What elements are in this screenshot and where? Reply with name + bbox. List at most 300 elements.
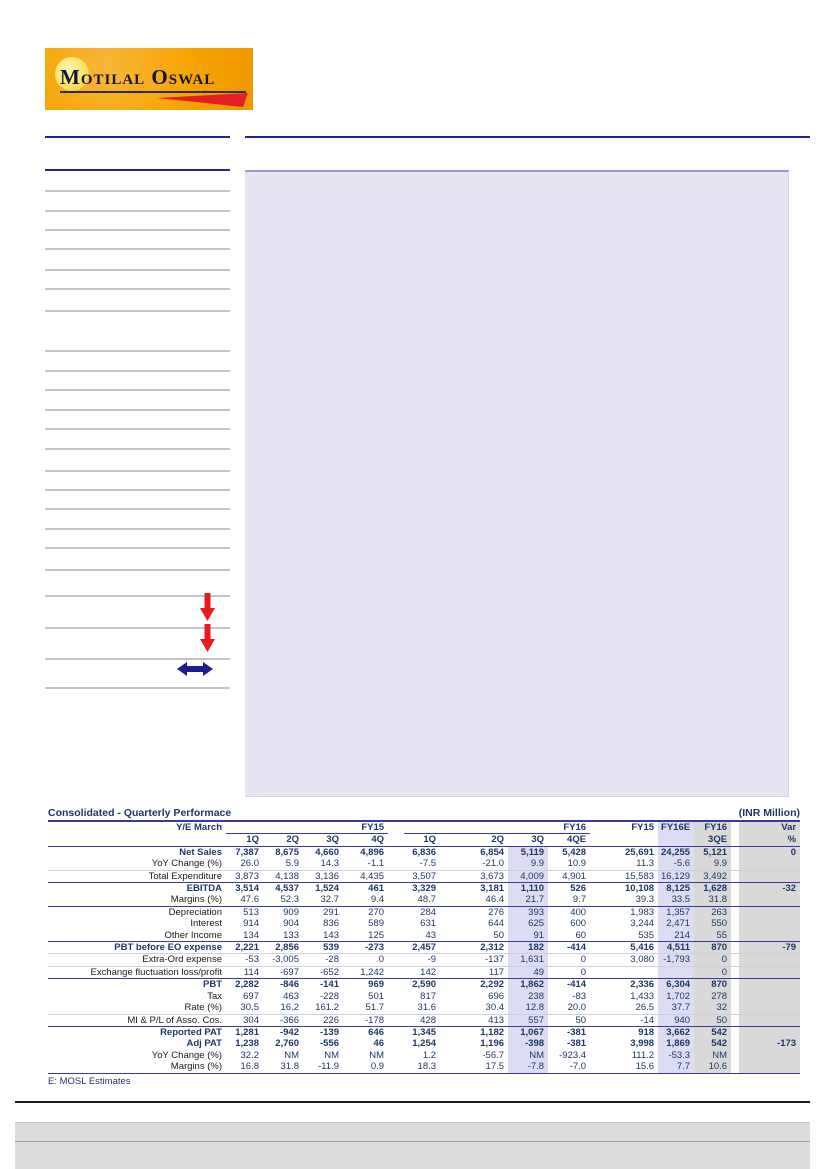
spacer: [388, 834, 404, 846]
cell: 263: [694, 906, 731, 918]
cell: 9.4: [343, 894, 388, 906]
cell: 8,675: [275, 846, 299, 858]
cell: 2,760: [275, 1038, 299, 1050]
cell: 182: [508, 942, 548, 954]
cell: -366: [263, 1014, 303, 1026]
table-row: [48, 1050, 800, 1061]
cell: 3,873: [226, 870, 263, 882]
cell: 2,336: [630, 979, 655, 991]
cell: 413: [440, 1014, 508, 1026]
cell: 2,590: [412, 979, 437, 991]
down-arrow-icon: [200, 593, 215, 622]
sidebar-header-divider: [45, 169, 230, 171]
table-row: [48, 906, 800, 918]
cell: 9.9: [508, 858, 548, 870]
cell: 914: [243, 918, 259, 930]
cell: 940: [658, 1014, 694, 1026]
cell: 4,138: [263, 870, 303, 882]
cell: [739, 1050, 800, 1061]
cell: 539: [303, 942, 343, 954]
table-row: [48, 954, 800, 966]
cell: 1,281: [235, 1026, 259, 1038]
footer-bar: [15, 1142, 810, 1169]
cell: 4,537: [275, 883, 299, 895]
cell: 16.8: [226, 1061, 263, 1073]
cell: -28: [303, 954, 343, 966]
cell: 125: [343, 930, 388, 942]
cell: [739, 966, 800, 978]
spacer: [731, 834, 739, 846]
cell: 48.7: [404, 894, 440, 906]
cell: 2,856: [263, 942, 303, 954]
cell: 6,304: [658, 979, 694, 991]
cell: -7.5: [404, 858, 440, 870]
cell: 47.6: [226, 894, 263, 906]
cell: 14.3: [303, 858, 343, 870]
cell: 3,492: [694, 870, 731, 882]
spacer: [731, 906, 739, 918]
cell: 50: [548, 1014, 590, 1026]
cell: 26.5: [590, 1002, 658, 1014]
col-group-fy16: FY16: [404, 822, 590, 834]
spacer: [731, 942, 739, 954]
header-row-quarters: [48, 834, 800, 846]
cell: [590, 966, 658, 978]
cell: 4,901: [548, 870, 590, 882]
cell: 1.2: [422, 1049, 437, 1061]
row-label: Total Expenditure: [48, 870, 226, 882]
col-header-q: 3Q: [303, 834, 343, 846]
cell: -137: [440, 954, 508, 966]
row-label: Other Income: [48, 930, 226, 942]
sidebar-row-divider: [45, 470, 230, 472]
table-row: [48, 883, 800, 895]
sidebar-row-divider: [45, 687, 230, 689]
cell: 2,282: [235, 979, 259, 991]
cell: 20.0: [548, 1002, 590, 1014]
table-row: [48, 1014, 800, 1026]
spacer: [731, 822, 739, 834]
cell: -273: [343, 942, 388, 954]
cell: -228: [319, 990, 339, 1002]
row-label: Exchange fluctuation loss/profit: [48, 966, 226, 978]
row-label: Depreciation: [168, 906, 222, 918]
sidebar-row-divider: [45, 248, 230, 250]
cell: 39.3: [590, 894, 658, 906]
cell: 4,511: [658, 942, 694, 954]
cell: 52.3: [263, 894, 303, 906]
spacer: [658, 834, 694, 846]
cell: 1,345: [412, 1026, 437, 1038]
row-label: YoY Change (%): [151, 1049, 222, 1061]
cell: 3,080: [590, 954, 658, 966]
red-swoosh-icon: [157, 93, 249, 108]
cell: 6,854: [480, 846, 505, 858]
table-row: [48, 991, 800, 1002]
spacer: [731, 979, 739, 991]
cell: 969: [368, 979, 385, 991]
row-label: Rate (%): [48, 1002, 226, 1014]
cell: 1,110: [508, 883, 548, 895]
cell: 31.6: [404, 1002, 440, 1014]
cell: 55: [694, 930, 731, 942]
cell: 30.5: [226, 1002, 263, 1014]
table-row: [48, 918, 800, 929]
cell: -178: [343, 1014, 388, 1026]
col-header-var: Var: [739, 822, 800, 834]
sidebar-row-divider: [45, 528, 230, 530]
cell: 461: [368, 883, 385, 895]
spacer: [388, 858, 404, 870]
cell: [739, 1061, 800, 1073]
spacer: [731, 1026, 739, 1038]
sidebar-row-divider: [45, 310, 230, 312]
spacer: [388, 1026, 404, 1038]
table-row: [48, 894, 800, 906]
table-row: [48, 966, 800, 978]
cell: 161.2: [303, 1002, 343, 1014]
cell: 870: [694, 979, 731, 991]
spacer: [388, 1061, 404, 1073]
cell: 10.9: [548, 858, 590, 870]
bottom-divider: [15, 1101, 810, 1103]
cell: 2,292: [480, 979, 505, 991]
cell: 3,514: [235, 883, 259, 895]
cell: [739, 1002, 800, 1014]
cell: 428: [404, 1014, 440, 1026]
cell: 134: [226, 930, 263, 942]
cell: 4,896: [360, 846, 385, 858]
cell: 24,255: [658, 846, 694, 858]
cell: -14: [590, 1014, 658, 1026]
spacer: [48, 834, 226, 846]
cell: 10,108: [625, 883, 655, 895]
cell: 909: [283, 906, 299, 918]
row-label: YoY Change (%): [48, 858, 226, 870]
col-header-fy16: FY16: [694, 822, 731, 834]
sidebar-row-divider: [45, 190, 230, 192]
cell: 31.8: [694, 894, 731, 906]
cell: -79: [739, 942, 800, 954]
quarterly-performance-table: [48, 822, 800, 1074]
cell: 5.9: [263, 858, 303, 870]
cell: -697: [263, 966, 303, 978]
cell: 1,357: [658, 906, 694, 918]
cell: 1,254: [412, 1038, 437, 1050]
cell: 26.0: [226, 858, 263, 870]
cell: 1,242: [343, 966, 388, 978]
cell: 1,238: [235, 1038, 259, 1050]
cell: 284: [420, 906, 437, 918]
cell: 644: [488, 918, 505, 930]
cell: -139: [319, 1026, 339, 1038]
cell: -923.4: [559, 1049, 587, 1061]
cell: -7.0: [548, 1061, 590, 1073]
sidebar-row-divider: [45, 389, 230, 391]
cell: -173: [739, 1038, 800, 1049]
table-row: [48, 942, 800, 954]
spacer: [731, 954, 739, 966]
spacer: [731, 1061, 739, 1073]
cell: 51.7: [343, 1002, 388, 1014]
cell: -5.6: [658, 858, 694, 870]
cell: 50: [694, 1014, 731, 1026]
cell: 870: [694, 942, 731, 954]
cell: [739, 870, 800, 882]
spacer: [731, 846, 739, 858]
cell: 0.9: [343, 1061, 388, 1073]
sidebar-row-divider: [45, 370, 230, 372]
cell: 631: [420, 918, 437, 930]
chart-panel: [245, 170, 789, 797]
cell: 5,428: [562, 846, 587, 858]
col-header-fy15: FY15: [631, 822, 655, 834]
cell: -398: [508, 1038, 548, 1049]
cell: -846: [279, 979, 299, 991]
cell: -21.0: [440, 858, 508, 870]
cell: 15,583: [590, 870, 658, 882]
cell: 7.7: [658, 1061, 694, 1073]
cell: 400: [570, 906, 587, 918]
cell: [739, 1014, 800, 1026]
cell: -3,005: [263, 954, 303, 966]
cell: 9.9: [694, 858, 731, 870]
spacer: [590, 834, 658, 846]
sidebar-row-divider: [45, 288, 230, 290]
sidebar-row-divider: [45, 210, 230, 212]
sidebar-row-divider: [45, 489, 230, 491]
spacer: [731, 1038, 739, 1049]
sidebar-row-divider: [45, 508, 230, 510]
cell: 114: [226, 966, 263, 978]
cell: -942: [279, 1026, 299, 1038]
cell: 291: [323, 906, 339, 918]
cell: 214: [658, 930, 694, 942]
cell: 2,471: [658, 918, 694, 929]
spacer: [388, 979, 404, 991]
cell: 526: [570, 883, 587, 895]
row-label: PBT before EO expense: [48, 942, 226, 954]
cell: 1,862: [508, 979, 548, 991]
cell: 238: [508, 991, 548, 1002]
spacer: [731, 918, 739, 929]
sidebar-row-divider: [45, 428, 230, 430]
table-row: [48, 870, 800, 882]
cell: 60: [548, 930, 590, 942]
row-label: Margins (%): [48, 1061, 226, 1073]
sidebar-row-divider: [45, 409, 230, 411]
cell: 5,119: [508, 846, 548, 858]
cell: 1,869: [658, 1038, 694, 1049]
cell: [739, 858, 800, 870]
cell: 276: [488, 906, 505, 918]
top-divider-left: [45, 136, 230, 138]
spacer: [731, 1014, 739, 1026]
col-header-pct: %: [739, 834, 800, 846]
spacer: [388, 883, 404, 895]
cell: 1,433: [630, 990, 655, 1002]
col-header-ye-march: Y/E March: [176, 822, 222, 834]
col-header-3qe: 3QE: [694, 834, 731, 846]
cell: 21.7: [508, 894, 548, 906]
table-unit: (INR Million): [738, 807, 800, 819]
cell: 15.6: [590, 1061, 658, 1073]
spacer: [388, 1014, 404, 1026]
spacer: [388, 894, 404, 906]
cell: 7,387: [235, 846, 259, 858]
cell: 589: [368, 918, 385, 930]
cell: 817: [420, 990, 437, 1002]
spacer: [731, 966, 739, 978]
cell: 50: [440, 930, 508, 942]
spacer: [388, 918, 404, 929]
row-label: Extra-Ord expense: [48, 954, 226, 966]
cell: [658, 966, 694, 978]
spacer: [388, 846, 404, 858]
spacer: [388, 906, 404, 918]
cell: 226: [303, 1014, 343, 1026]
spacer: [388, 930, 404, 942]
cell: 11.3: [590, 858, 658, 870]
table-row: [48, 979, 800, 991]
cell: -11.9: [303, 1061, 343, 1073]
spacer: [731, 991, 739, 1002]
cell: -381: [567, 1026, 587, 1038]
cell: 31.8: [263, 1061, 303, 1073]
row-label: Reported PAT: [160, 1026, 222, 1038]
col-group-fy15: FY15: [226, 822, 388, 834]
spacer: [731, 930, 739, 942]
cell: 12.8: [508, 1002, 548, 1014]
cell: 32.7: [303, 894, 343, 906]
sidebar-row-divider: [45, 658, 230, 660]
quarterly-performance-section: [48, 806, 800, 1087]
col-header-fy16e: FY16E: [658, 822, 694, 834]
spacer: [388, 942, 404, 954]
spacer: [388, 991, 404, 1002]
col-header-q: 1Q: [226, 834, 263, 846]
table-row: [48, 1002, 800, 1014]
cell: 918: [638, 1026, 655, 1038]
cell: 304: [226, 1014, 263, 1026]
row-label: Margins (%): [48, 894, 226, 906]
col-header-q: 1Q: [404, 834, 440, 846]
cell: 904: [283, 918, 299, 930]
row-label: PBT: [203, 979, 222, 991]
spacer: [731, 883, 739, 895]
spacer: [388, 1038, 404, 1049]
row-label: Tax: [207, 990, 222, 1002]
cell: 10.6: [694, 1061, 731, 1073]
cell: 17.5: [440, 1061, 508, 1073]
cell: 37.7: [658, 1002, 694, 1014]
cell: 33.5: [658, 894, 694, 906]
cell: 557: [508, 1014, 548, 1026]
cell: 6,836: [412, 846, 437, 858]
cell: 0: [739, 846, 800, 858]
cell: [739, 894, 800, 906]
cell: 1,182: [480, 1026, 505, 1038]
cell: 2,312: [440, 942, 508, 954]
row-label: Adj PAT: [186, 1038, 222, 1050]
cell: 270: [368, 906, 385, 918]
sidebar-row-divider: [45, 547, 230, 549]
table-row: [48, 930, 800, 942]
cell: 5,416: [590, 942, 658, 954]
cell: 3,136: [303, 870, 343, 882]
cell: 542: [694, 1038, 731, 1049]
cell: 3,673: [440, 870, 508, 882]
cell: 278: [694, 991, 731, 1002]
cell: 696: [488, 990, 505, 1002]
cell: 3,329: [412, 883, 437, 895]
cell: NM: [284, 1049, 299, 1061]
table-row: [48, 846, 800, 858]
cell: 1,067: [508, 1026, 548, 1038]
cell: -414: [548, 942, 590, 954]
col-header-q: 2Q: [440, 834, 508, 846]
top-divider-right: [245, 136, 810, 138]
cell: -53: [226, 954, 263, 966]
cell: [739, 918, 800, 929]
cell: 550: [694, 918, 731, 929]
cell: 4,660: [315, 846, 339, 858]
cell: 43: [404, 930, 440, 942]
col-header-q: 3Q: [508, 834, 548, 846]
cell: 501: [368, 990, 385, 1002]
cell: -32: [739, 883, 800, 895]
cell: -56.7: [482, 1049, 505, 1061]
table-row: [48, 1038, 800, 1049]
row-label: Net Sales: [179, 846, 222, 858]
cell: [739, 991, 800, 1002]
table-row: [48, 1061, 800, 1073]
cell: -1.1: [343, 858, 388, 870]
cell: 4,435: [343, 870, 388, 882]
logo-brand-text: Motilal Oswal: [60, 65, 216, 89]
cell: 836: [323, 918, 339, 930]
cell: 3,507: [404, 870, 440, 882]
cell: 32.2: [240, 1049, 259, 1061]
left-right-arrow-icon: [177, 661, 213, 677]
spacer: [731, 1002, 739, 1014]
cell: 600: [570, 918, 587, 930]
cell: 3,998: [630, 1038, 655, 1050]
cell: NM: [369, 1049, 385, 1061]
cell: [739, 930, 800, 942]
cell: 646: [368, 1026, 385, 1038]
spacer: [388, 1050, 404, 1061]
cell: 0: [548, 966, 590, 978]
cell: -381: [567, 1038, 587, 1050]
sidebar-row-divider: [45, 350, 230, 352]
cell: 2,457: [404, 942, 440, 954]
sidebar-row-divider: [45, 448, 230, 450]
cell: 91: [508, 930, 548, 942]
spacer: [731, 894, 739, 906]
sidebar-row-divider: [45, 569, 230, 571]
cell: 46: [373, 1038, 385, 1050]
cell: 25,691: [625, 846, 655, 858]
spacer: [731, 870, 739, 882]
cell: 393: [508, 906, 548, 918]
footer-bar: [15, 1122, 810, 1142]
cell: 16,129: [658, 870, 694, 882]
row-label: Interest: [190, 918, 222, 930]
cell: 142: [404, 966, 440, 978]
cell: -7.8: [508, 1061, 548, 1073]
sidebar-row-divider: [45, 269, 230, 271]
